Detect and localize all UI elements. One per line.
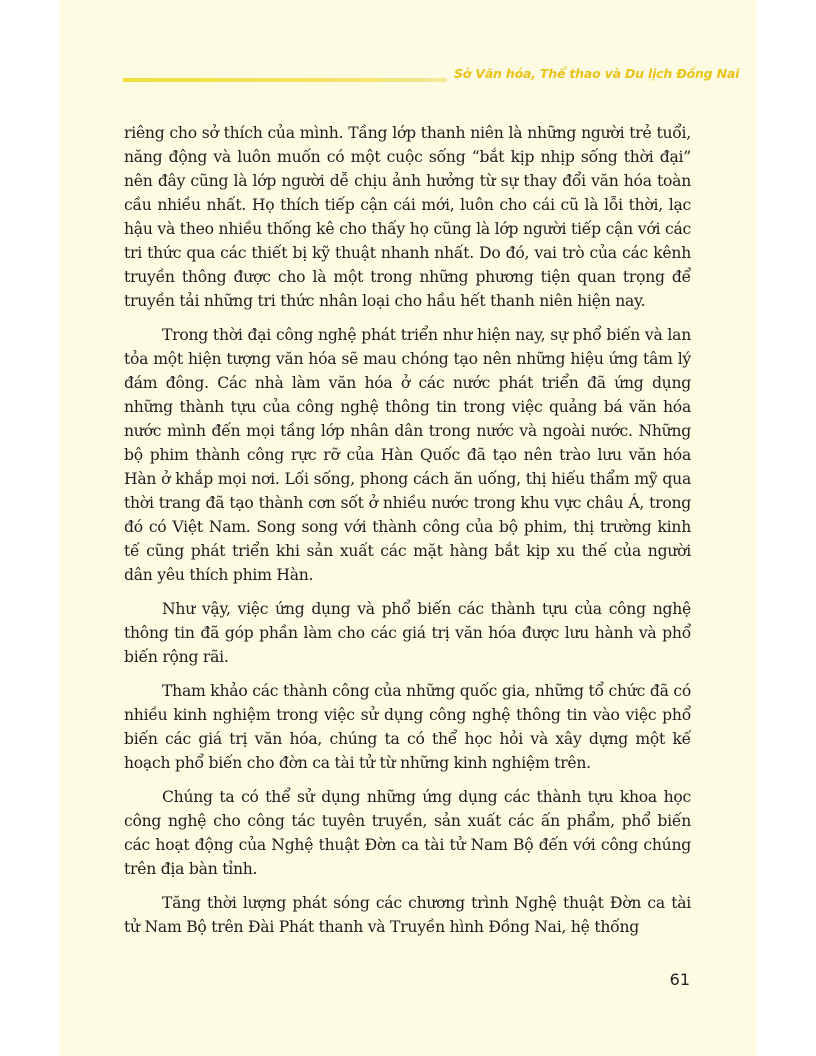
paragraph-2: Trong thời đại công nghệ phát triển như hiện nay, sự phổ biến và lan tỏa một hiện tượng văn hóa sẽ mau chóng tạo nên những hiệu ứng tâm lý đám đông. Các nhà làm văn hóa ở các nước phát triển đã ứng dụng những thành tựu của công nghệ thông tin trong việc quảng bá văn hóa nước mình đến mọi tầng lớp nhân dân trong nước và ngoài nước. Những bộ phim thành công rực rỡ của Hàn Quốc đã tạo nên trào lưu văn hóa Hàn ở khắp mọi nơi. Lối sống, phong cách ăn uống, thị hiếu thẩm mỹ qua thời trang đã tạo thành cơn sốt ở nhiều nước trong khu vực châu Á, trong đó có Việt Nam. Song song với thành công của bộ phim, thị trường kinh tế cũng phát triển khi sản xuất các mặt hàng bắt kịp xu thế của người dân yêu thích phim Hàn. xyxy=(124,326,691,584)
paragraph-4: Tham khảo các thành công của những quốc gia, những tổ chức đã có nhiều kinh nghiệm trong việc sử dụng công nghệ thông tin vào việc phổ biến các giá trị văn hóa, chúng ta có thể học hỏi và xây dựng một kế hoạch phổ biến cho đờn ca tài tử từ những kinh nghiệm trên. xyxy=(124,682,691,772)
paragraph-3: Như vậy, việc ứng dụng và phổ biến các thành tựu của công nghệ thông tin đã góp phần làm cho các giá trị văn hóa được lưu hành và phổ biến rộng rãi. xyxy=(124,600,691,666)
paragraph-1: riêng cho sở thích của mình. Tầng lớp thanh niên là những người trẻ tuổi, năng động và luôn muốn có một cuộc sống “bắt kịp nhịp sống thời đại” nên đây cũng là lớp người dễ chịu ảnh hưởng từ sự thay đổi văn hóa toàn cầu nhiều nhất. Họ thích tiếp cận cái mới, luôn cho cái cũ là lỗi thời, lạc hậu và theo nhiều thống kê cho thấy họ cũng là lớp người tiếp cận với các tri thức qua các thiết bị kỹ thuật nhanh nhất. Do đó, vai trò của các kênh truyền thông được cho là một trong những phương tiện quan trọng để truyền tải những tri thức nhân loại cho hầu hết thanh niên hiện nay. xyxy=(124,124,691,310)
body-text xyxy=(124,121,691,949)
header-rule xyxy=(123,78,447,82)
page-number: 61 xyxy=(669,970,690,989)
paragraph-6: Tăng thời lượng phát sóng các chương trình Nghệ thuật Đờn ca tài tử Nam Bộ trên Đài Phát thanh và Truyền hình Đồng Nai, hệ thống xyxy=(124,894,691,936)
paragraph-5: Chúng ta có thể sử dụng những ứng dụng các thành tựu khoa học công nghệ cho công tác tuyên truyền, sản xuất các ấn phẩm, phổ biến các hoạt động của Nghệ thuật Đờn ca tài tử Nam Bộ đến với công chúng trên địa bàn tỉnh. xyxy=(124,788,691,878)
running-header: Sở Văn hóa, Thể thao và Du lịch Đồng Nai xyxy=(454,66,740,81)
